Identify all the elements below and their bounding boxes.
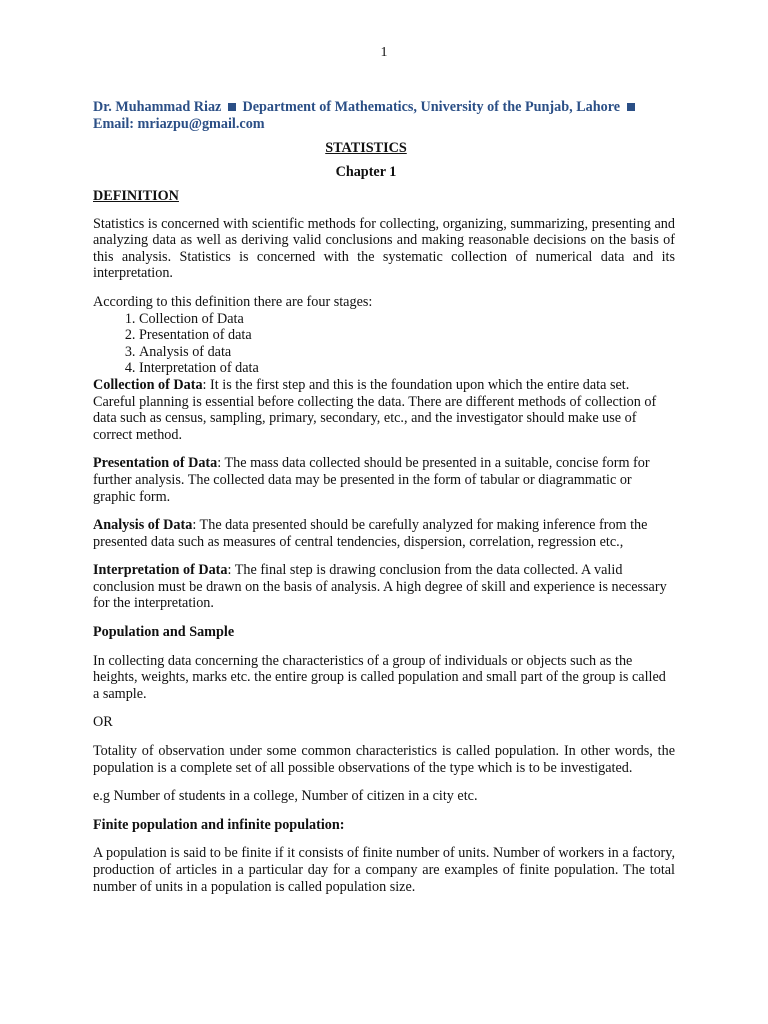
term-label: Analysis of Data bbox=[93, 517, 193, 534]
list-item: 4. Interpretation of data bbox=[139, 360, 675, 377]
finite-paragraph: A population is said to be finite if it consists of finite number of units. Number of workers in a factory, production of articles in a particular day for a company are examples of finite population. The total number of units in a population is called population size. bbox=[93, 845, 675, 895]
analysis-paragraph bbox=[93, 517, 675, 550]
term-label: Collection of Data bbox=[93, 376, 203, 393]
document-body bbox=[93, 188, 675, 895]
population-paragraph: In collecting data concerning the characteristics of a group of individuals or objects such as the heights, weights, marks etc. the entire group is called population and small part of the group is called a sample. bbox=[93, 652, 666, 702]
term-text: : It is the first step and this is the foundation upon which the entire data set. Careful planning is essential before collecting the data. There are different methods of collection of data such as census, sampling, primary, secondary, etc., and the investigator should make use of correct method. bbox=[93, 376, 657, 443]
population-definition-paragraph: Totality of observation under some common characteristics is called population. In other words, the population is a complete set of all possible observations of the type which is to be investigated. bbox=[93, 743, 675, 776]
population-heading bbox=[93, 624, 675, 641]
document-title: STATISTICS bbox=[325, 140, 407, 156]
presentation-paragraph bbox=[93, 455, 675, 505]
or-separator: OR bbox=[93, 714, 113, 731]
collection-paragraph bbox=[93, 377, 675, 443]
list-item: 3. Analysis of data bbox=[139, 344, 675, 361]
term-label: Interpretation of Data bbox=[93, 562, 228, 579]
definition-paragraph: Statistics is concerned with scientific methods for collecting, organizing, summarizing, presenting and analyzing data as well as deriving valid conclusions and making reasonable decisions on the basis of this analysis. Statistics is concerned with the systematic collection of numerical data and its interpretation. bbox=[93, 215, 675, 282]
term-text: : The final step is drawing conclusion from the data collected. A valid conclusion must be drawn on the basis of analysis. A high degree of skill and experience is necessary for the interpretation. bbox=[93, 562, 667, 612]
author-name: Dr. Muhammad Riaz bbox=[93, 99, 222, 115]
author-header bbox=[93, 99, 683, 132]
page-number: 1 bbox=[380, 45, 388, 60]
finite-heading-text: Finite population and infinite population: bbox=[93, 816, 345, 833]
term-label: Presentation of Data bbox=[93, 455, 218, 472]
list-item: 2. Presentation of data bbox=[139, 327, 675, 344]
finite-heading bbox=[93, 817, 675, 834]
stages-list bbox=[93, 311, 675, 377]
term-text: : The mass data collected should be presented in a suitable, concise form for further analysis. The collected data may be presented in the form of tabular or diagrammatic or graphic form. bbox=[93, 455, 650, 505]
stages-intro: According to this definition there are four stages: bbox=[93, 293, 373, 310]
definition-heading: DEFINITION bbox=[93, 188, 179, 204]
square-bullet-icon bbox=[627, 103, 635, 111]
term-text: : The data presented should be carefully analyzed for making inference from the presented data such as measures of central tendencies, dispersion, correlation, regression etc., bbox=[93, 517, 648, 550]
author-department: Department of Mathematics, University of the Punjab, Lahore bbox=[242, 99, 621, 115]
list-item: 1. Collection of Data bbox=[139, 311, 675, 328]
author-email: Email: mriazpu@gmail.com bbox=[93, 115, 265, 132]
population-example: e.g Number of students in a college, Number of citizen in a city etc. bbox=[93, 788, 478, 805]
chapter-subtitle: Chapter 1 bbox=[335, 164, 397, 180]
population-heading-text: Population and Sample bbox=[93, 624, 235, 641]
interpretation-paragraph bbox=[93, 562, 675, 612]
square-bullet-icon bbox=[228, 103, 236, 111]
